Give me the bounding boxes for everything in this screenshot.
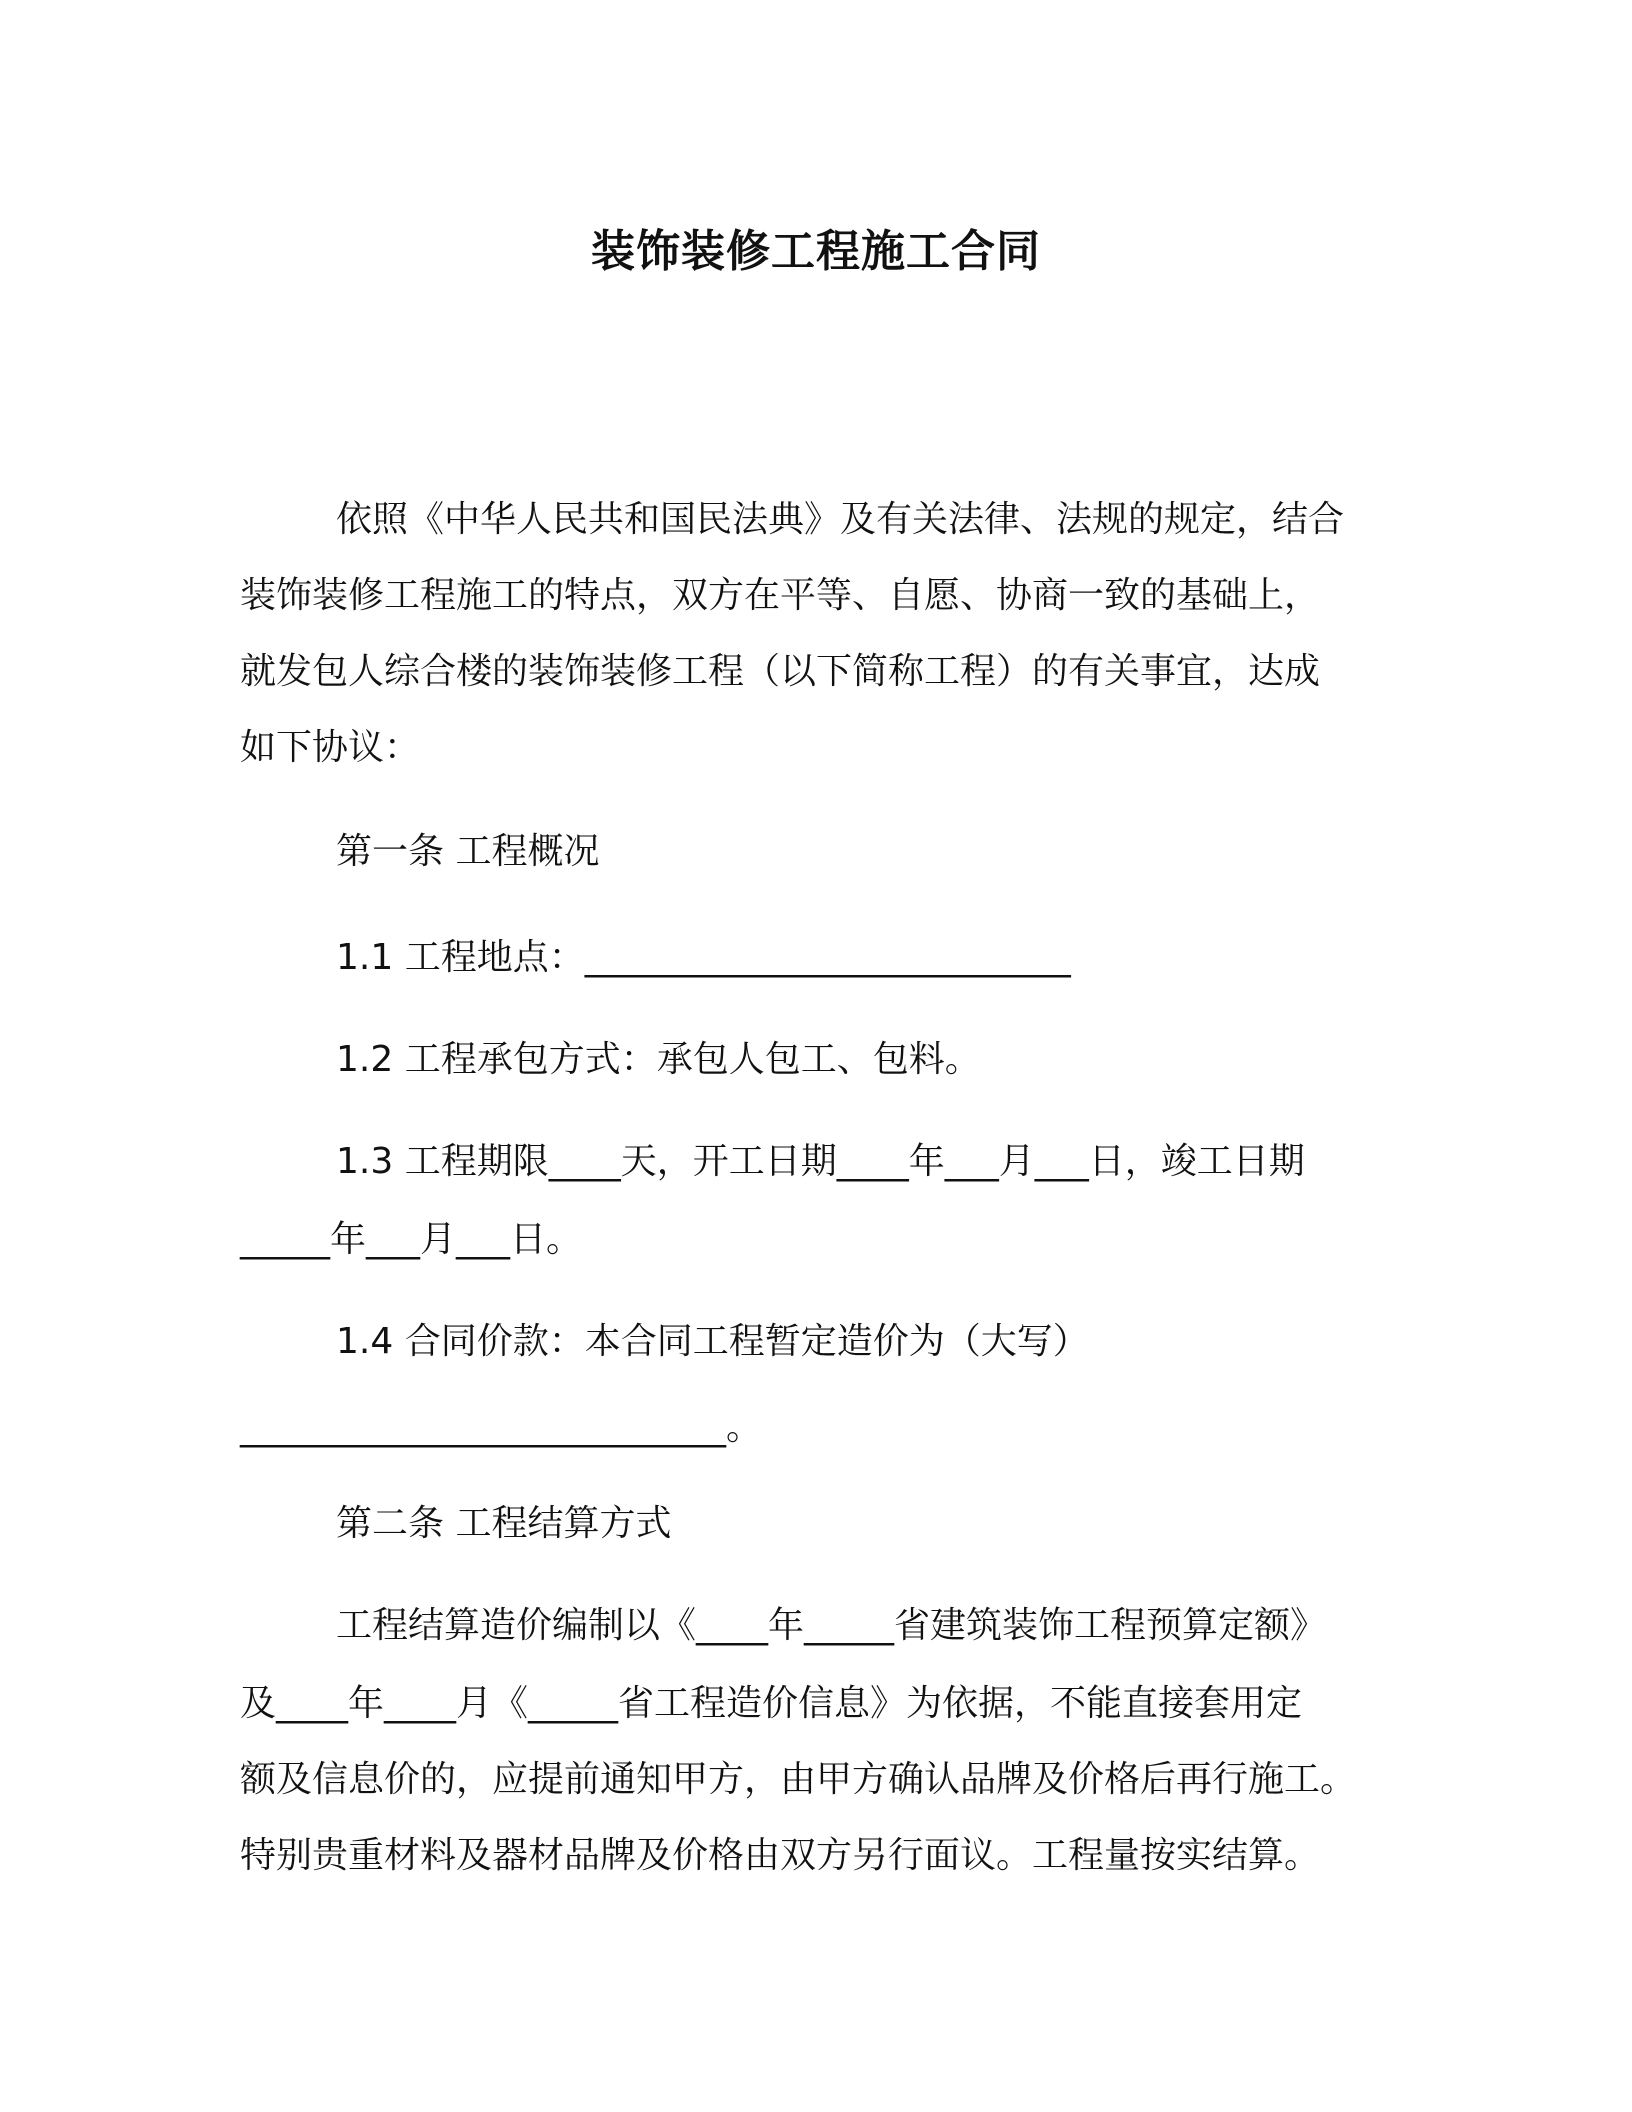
- clause-1-4-continued: ___________________________。: [240, 1407, 762, 1448]
- clause-1-2: 1.2 工程承包方式：承包人包工、包料。: [336, 1039, 981, 1080]
- article-2-line-1: 工程结算造价编制以《____年_____省建筑装饰工程预算定额》: [336, 1605, 1327, 1646]
- article-2-line-2: 及____年____月《_____省工程造价信息》为依据，不能直接套用定: [240, 1683, 1303, 1724]
- preamble-line-3: 就发包人综合楼的装饰装修工程（以下简称工程）的有关事宜，达成: [240, 651, 1321, 692]
- document-title: 装饰装修工程施工合同: [591, 226, 1041, 277]
- preamble-line-1: 依照《中华人民共和国民法典》及有关法律、法规的规定，结合: [336, 499, 1345, 540]
- clause-1-1: 1.1 工程地点：___________________________: [336, 937, 1071, 978]
- article-2-line-3: 额及信息价的，应提前通知甲方，由甲方确认品牌及价格后再行施工。: [240, 1759, 1357, 1800]
- clause-1-4: 1.4 合同价款：本合同工程暂定造价为（大写）: [336, 1321, 1089, 1362]
- article-2-line-4: 特别贵重材料及器材品牌及价格由双方另行面议。工程量按实结算。: [240, 1835, 1321, 1876]
- clause-1-3: 1.3 工程期限____天，开工日期____年___月___日，竣工日期: [336, 1141, 1305, 1182]
- article-2-heading: 第二条 工程结算方式: [336, 1503, 672, 1544]
- article-1-heading: 第一条 工程概况: [336, 831, 600, 872]
- clause-1-3-continued: _____年___月___日。: [240, 1219, 583, 1260]
- preamble-line-4: 如下协议：: [240, 727, 421, 768]
- preamble-line-2: 装饰装修工程施工的特点，双方在平等、自愿、协商一致的基础上，: [240, 575, 1321, 616]
